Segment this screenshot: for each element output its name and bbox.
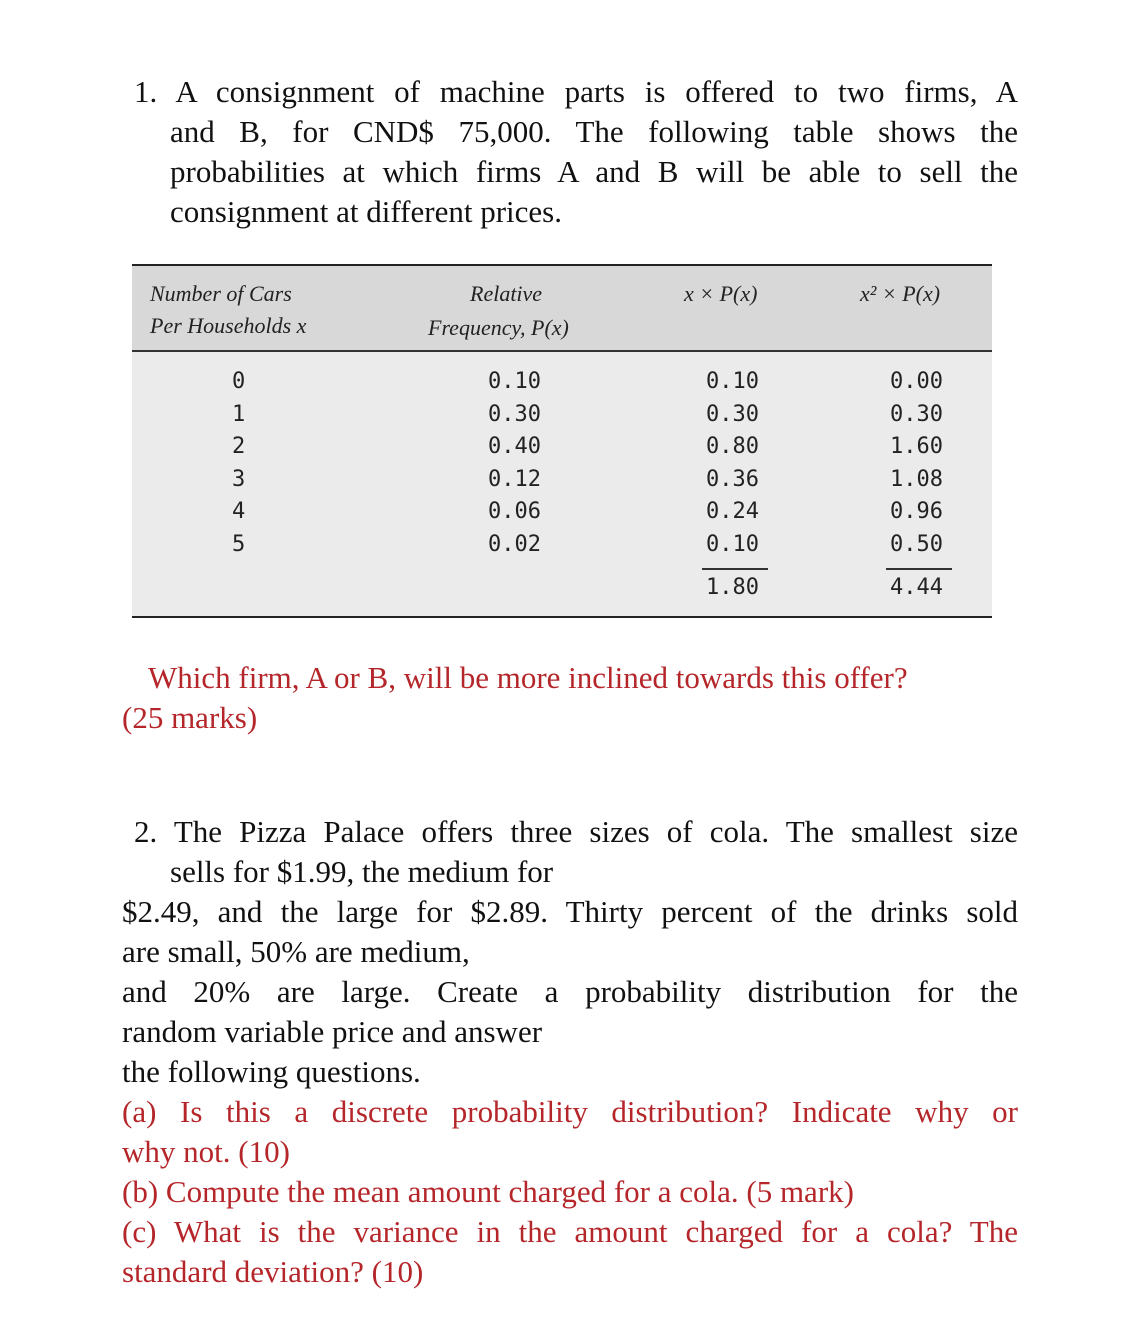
q2-sub-c-line-1: (c) What is the variance in the amount charged for a cola? The [122,1214,1018,1249]
header-x2p: x² × P(x) [860,281,941,306]
xp-value: 0.10 [706,531,759,557]
q2-sub-a-line-1: (a) Is this a discrete probability distribution? Indicate why or [122,1094,1018,1129]
q2-line-1: 2. The Pizza Palace offers three sizes of cola. The smallest size [134,814,1018,849]
x-value: 1 [232,401,246,427]
column-x2p [890,366,943,561]
column-x [232,366,245,561]
x2p-value: 1.08 [890,466,943,492]
q2-sub-a-line-2: why not. (10) [122,1134,290,1169]
q2-line-6: random variable price and answer [122,1014,543,1049]
x-value: 0 [232,369,246,394]
xp-value: 0.10 [706,369,759,394]
p-value: 0.10 [488,369,541,394]
q1-line-2: and B, for CND$ 75,000. The following table shows the [170,114,1018,149]
q2-line-2: sells for $1.99, the medium for [170,854,554,889]
sum-rule-x2p [886,568,952,570]
question-2 [122,812,1018,1292]
x2p-total: 4.44 [890,575,943,600]
p-value: 0.12 [488,466,541,492]
x2p-value: 0.30 [890,401,943,427]
q2-sub-b: (b) Compute the mean amount charged for a cola. (5 mark) [122,1174,854,1209]
x-value: 2 [232,434,246,459]
xp-value: 0.80 [706,434,759,459]
p-value: 0.30 [488,401,541,427]
x2p-value: 0.50 [890,531,943,557]
sum-rule-xp [702,568,768,570]
x-value: 3 [232,466,246,492]
x-value: 5 [232,531,246,557]
q2-line-7: the following questions. [122,1054,421,1089]
xp-total: 1.80 [706,575,759,600]
xp-value: 0.24 [706,499,759,524]
probability-table [132,264,992,618]
x2p-value: 1.60 [890,434,943,459]
q2-line-5: and 20% are large. Create a probability distribution for the [122,974,1018,1009]
header-p-line2: Frequency, P(x) [428,315,569,340]
header-p-line1: Relative [470,281,543,306]
x-value: 4 [232,499,246,524]
q2-line-3: $2.49, and the large for $2.89. Thirty percent of the drinks sold [122,894,1018,929]
p-value: 0.40 [488,434,541,459]
header-xp: x × P(x) [684,281,758,306]
header-x-line2: Per Households x [150,313,307,338]
column-p [488,366,541,561]
q2-sub-c-line-2: standard deviation? (10) [122,1254,424,1289]
q1-line-1: 1. A consignment of machine parts is offered to two firms, A [134,74,1018,109]
prompt-line-1: Which firm, A or B, will be more inclined towards this offer? [148,660,908,695]
p-value: 0.02 [488,531,541,557]
q1-line-3: probabilities at which firms A and B will be able to sell the [170,154,1018,189]
column-xp [706,366,759,561]
prompt-line-2: (25 marks) [122,700,258,735]
x2p-value: 0.00 [890,369,943,394]
x2p-value: 0.96 [890,499,943,524]
p-value: 0.06 [488,499,541,524]
xp-value: 0.36 [706,466,759,492]
table-header [132,266,992,352]
q1-line-4: consignment at different prices. [170,194,562,229]
header-x-line1: Number of Cars [150,281,292,306]
q2-line-4: are small, 50% are medium, [122,934,470,969]
question-1-prompt [122,658,1022,738]
question-1 [134,72,1018,232]
xp-value: 0.30 [706,401,759,427]
